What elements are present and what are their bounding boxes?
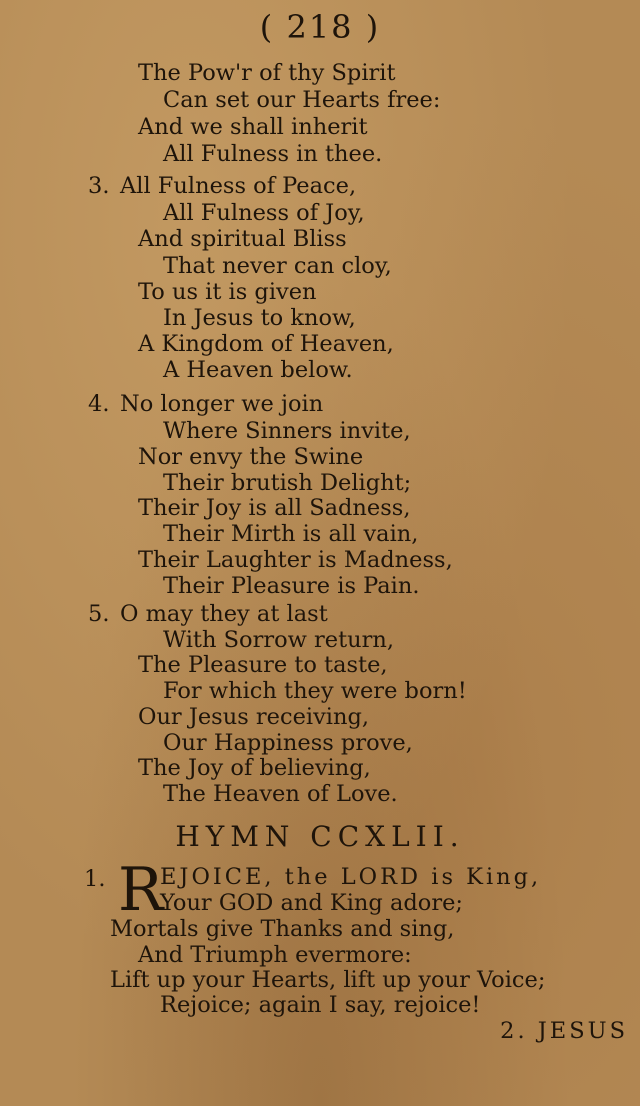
verse-line: A Heaven below. (163, 357, 353, 383)
catchword: 2. JESUS (500, 1018, 628, 1044)
verse-line: And we shall inherit (138, 114, 368, 140)
verse-line: Our Happiness prove, (163, 730, 413, 756)
verse-line: With Sorrow return, (163, 627, 395, 653)
stanza-number: 4. (88, 391, 110, 417)
verse-line: The Joy of believing, (138, 755, 371, 781)
verse-line: Can set our Hearts free: (163, 87, 441, 113)
verse-line: A Kingdom of Heaven, (138, 331, 394, 357)
verse-line: All Fulness of Joy, (163, 200, 365, 226)
verse-line: The Pleasure to taste, (138, 652, 388, 678)
verse-line: Mortals give Thanks and sing, (110, 916, 455, 942)
verse-line: Your GOD and King adore; (160, 890, 463, 916)
verse-line: All Fulness in thee. (163, 141, 383, 167)
verse-line: That never can cloy, (163, 253, 392, 279)
verse-line: Lift up your Hearts, lift up your Voice; (110, 967, 546, 993)
verse-line: Their Mirth is all vain, (163, 521, 419, 547)
verse-line: For which they were born! (163, 678, 467, 704)
verse-line: Our Jesus receiving, (138, 704, 370, 730)
stanza-number: 5. (88, 601, 110, 627)
verse-line: Their Laughter is Madness, (138, 547, 453, 573)
stanza-number: 1. (84, 866, 106, 892)
verse-line: And Triumph evermore: (138, 942, 412, 968)
verse-line: And spiritual Bliss (138, 226, 347, 252)
verse-line: Their Joy is all Sadness, (138, 495, 411, 521)
verse-line: In Jesus to know, (163, 305, 356, 331)
verse-line: The Heaven of Love. (163, 781, 398, 807)
verse-line: O may they at last (120, 601, 328, 627)
verse-line: Their brutish Delight; (163, 470, 412, 496)
verse-line: Rejoice; again I say, rejoice! (160, 992, 481, 1018)
verse-line: To us it is given (138, 279, 317, 305)
page-number: ( 218 ) (259, 8, 381, 46)
drop-cap: R (118, 855, 164, 925)
stanza-number: 3. (88, 173, 110, 199)
verse-line: Nor envy the Swine (138, 444, 364, 470)
hymn-title: HYMN CCXLII. (175, 820, 465, 853)
verse-line: Where Sinners invite, (163, 418, 411, 444)
verse-line: Their Pleasure is Pain. (163, 573, 420, 599)
verse-line: All Fulness of Peace, (120, 173, 357, 199)
verse-line: EJOICE, the LORD is King, (160, 864, 542, 890)
verse-line: No longer we join (120, 391, 324, 417)
verse-line: The Pow'r of thy Spirit (138, 60, 396, 86)
